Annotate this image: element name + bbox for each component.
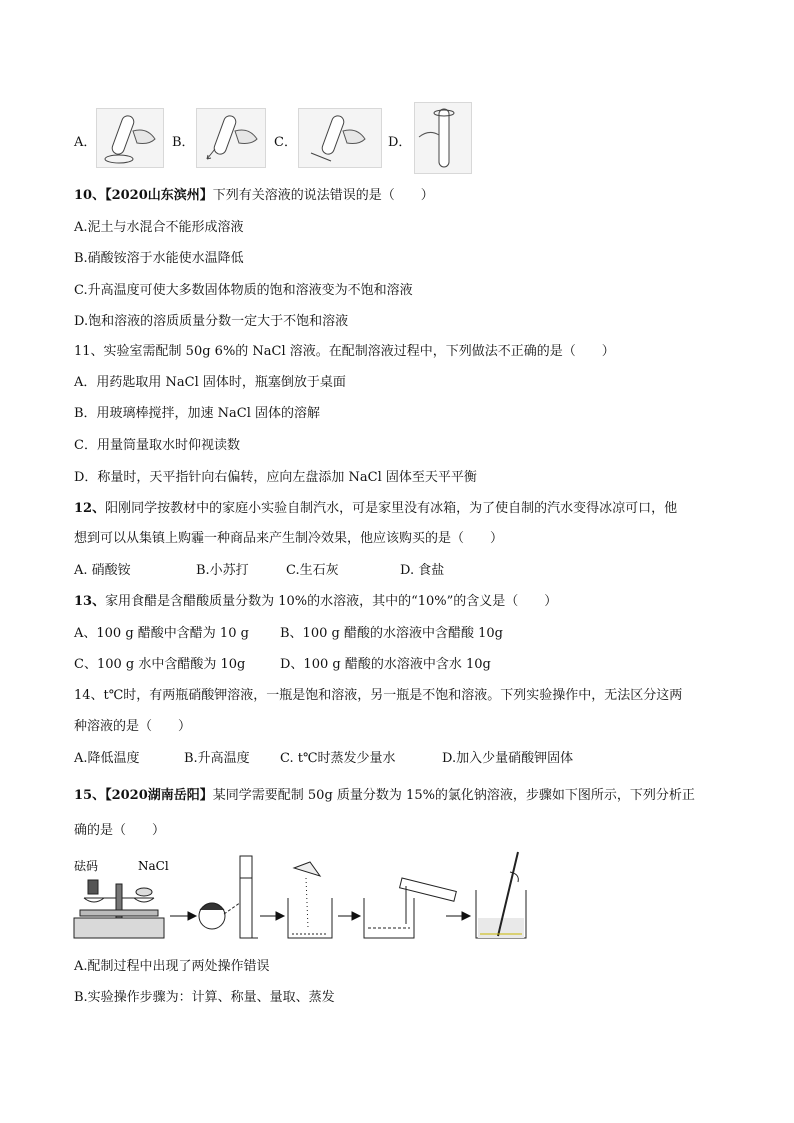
q12-option-b: B.小苏打: [196, 563, 249, 578]
q12-option-c: C.生石灰: [286, 563, 339, 578]
q9-option-d-image: [414, 102, 472, 174]
q11-stem: 11、实验室需配制 50g 6%的 NaCl 溶液。在配制溶液过程中，下列做法不正确的是（ ）: [74, 344, 615, 359]
q15-stem-line1: [74, 787, 695, 805]
q15-stem-line2: 确的是（ ）: [74, 823, 166, 838]
q11-option-c: C．用量筒量取水时仰视读数: [74, 438, 240, 453]
q13-option-d: D、100 g 醋酸的水溶液中含水 10g: [280, 657, 491, 672]
q14-stem-line1: 14、t℃时，有两瓶硝酸钾溶液，一瓶是饱和溶液，另一瓶是不饱和溶液。下列实验操作中，无法区分这两: [74, 688, 683, 703]
nacl-label: NaCl: [138, 859, 169, 873]
q10-source: 【2020山东滨州】: [105, 188, 213, 203]
step-arrow-4: [446, 912, 470, 920]
step-arrow-2: [260, 912, 284, 920]
q9-option-a-image: [96, 108, 164, 168]
q9-option-c-label: C．: [274, 135, 297, 150]
q11-option-b: B．用玻璃棒搅拌，加速 NaCl 固体的溶解: [74, 406, 321, 421]
q13-text: 家用食醋是含醋酸质量分数为 10%的水溶液，其中的“10%”的含义是（ ）: [105, 594, 558, 609]
q14-option-c: C. t℃时蒸发少量水: [280, 751, 396, 766]
test-tube-shake-icon: [299, 109, 381, 167]
q10-option-c: C.升高温度可使大多数固体物质的饱和溶液变为不饱和溶液: [74, 283, 413, 298]
q10-option-b: B.硝酸铵溶于水能使水温降低: [74, 251, 244, 266]
q15-text-line1: 某同学需要配制 50g 质量分数为 15%的氯化钠溶液，步骤如下图所示，下列分析正: [212, 788, 695, 803]
q15-number: 15、: [74, 788, 106, 803]
q12-stem-line2: 想到可以从集镇上购霾一种商品来产生制冷效果，他应该购买的是（ ）: [74, 531, 504, 546]
q14-option-a: A.降低温度: [74, 751, 140, 766]
q9-option-b-image: [196, 108, 266, 168]
q12-option-a: A. 硝酸铵: [74, 563, 131, 578]
q9-option-d-label: D．: [388, 135, 412, 150]
q15-option-a: A.配制过程中出现了两处操作错误: [74, 959, 270, 974]
q11-option-d: D．称量时，天平指针向右偏转，应向左盘添加 NaCl 固体至天平平衡: [74, 470, 477, 485]
q15-figure: [70, 848, 530, 944]
q13-number: 13、: [74, 594, 106, 609]
q12-number: 12、: [74, 501, 106, 516]
beaker-pouring-solid-icon: [288, 862, 332, 938]
q9-option-b-label: B．: [172, 135, 195, 150]
beaker-stirring-icon: [476, 852, 526, 938]
q11-option-a: A．用药匙取用 NaCl 固体时，瓶塞倒放于桌面: [74, 375, 346, 390]
q13-option-c: C、100 g 水中含醋酸为 10g: [74, 657, 246, 672]
q12-text-line1: 阳刚同学按教材中的家庭小实验自制汽水，可是家里没有冰箱，为了使自制的汽水变得冰凉可口，他: [105, 501, 678, 516]
q12-option-d: D. 食盐: [400, 563, 445, 578]
q10-option-d: D.饱和溶液的溶质质量分数一定大于不饱和溶液: [74, 314, 349, 329]
test-tube-shake-icon: [197, 109, 265, 167]
q10-option-a: A.泥土与水混合不能形成溶液: [74, 220, 244, 235]
test-tube-shake-icon: [97, 109, 163, 167]
q15-source: 【2020湖南岳阳】: [105, 788, 213, 803]
q15-option-b: B.实验操作步骤为：计算、称量、量取、蒸发: [74, 990, 335, 1005]
weights-label: 砝码: [74, 859, 99, 873]
step-arrow-3: [338, 912, 360, 920]
beaker-pouring-water-icon: [364, 878, 456, 938]
person-reading-cylinder-icon: [199, 856, 258, 938]
q12-stem-line1: [74, 500, 677, 518]
q14-option-d: D.加入少量硝酸钾固体: [442, 751, 574, 766]
q13-option-b: B、100 g 醋酸的水溶液中含醋酸 10g: [280, 626, 503, 641]
solution-preparation-diagram: [70, 848, 530, 944]
q14-option-b: B.升高温度: [184, 751, 250, 766]
q13-stem: [74, 593, 557, 611]
step-arrow-1: [170, 912, 196, 920]
q10-number: 10、: [74, 188, 106, 203]
q14-stem-line2: 种溶液的是（ ）: [74, 719, 192, 734]
q10-stem: [74, 187, 434, 205]
q9-option-c-image: [298, 108, 382, 168]
q13-option-a: A、100 g 醋酸中含醋为 10 g: [74, 626, 249, 641]
q9-option-a-label: A．: [74, 135, 97, 150]
q10-text: 下列有关溶液的说法错误的是（ ）: [212, 188, 434, 203]
balance-icon: [74, 880, 164, 938]
test-tube-shake-icon: [415, 103, 471, 173]
